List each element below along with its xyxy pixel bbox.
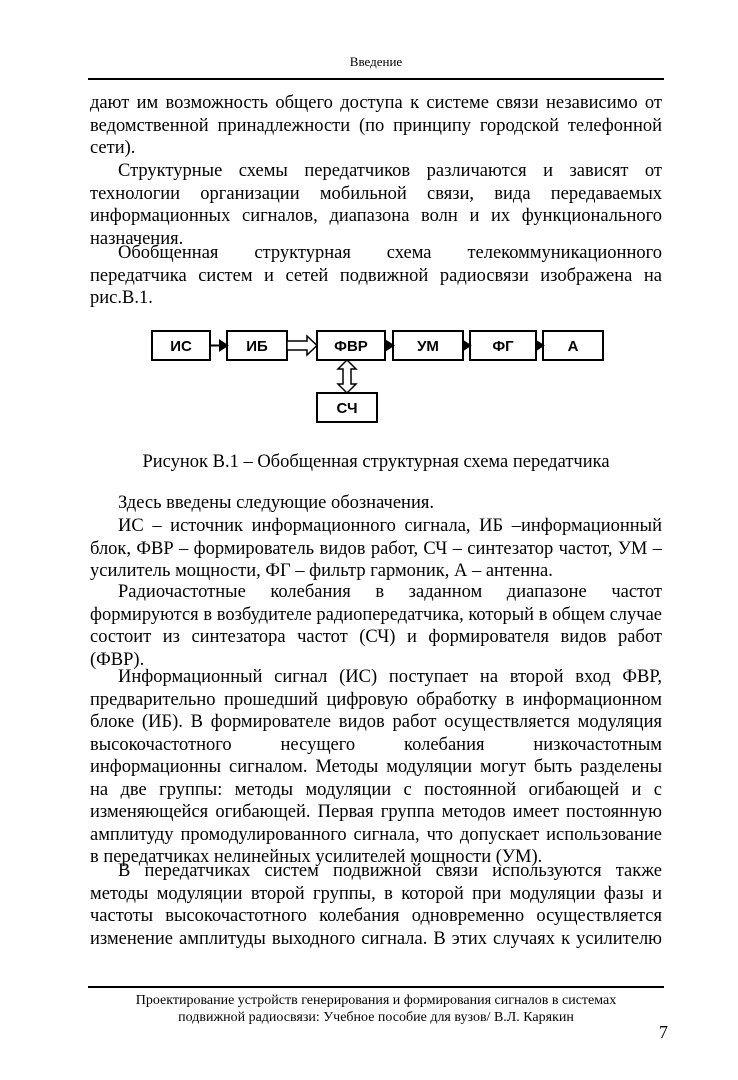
paragraph-4: Здесь введены следующие обозначения. (118, 493, 434, 513)
paragraph-6: Радиочастотные колебания в заданном диапазоне частот формируются в возбудителе радиопередатчика, который в общем случае состоит из синтезатора частот (СЧ) и формирователя видов работ (ФВР). (90, 582, 662, 670)
footer (90, 992, 662, 1026)
block-label-is: ИС (170, 338, 192, 355)
figure-caption: Рисунок В.1 – Обобщенная структурная схема передатчика (142, 452, 610, 472)
arrow-fg-a (536, 341, 543, 350)
paragraph-1: дают им возможность общего доступа к системе связи независимо от ведомственной принадлежности (по принципу городской телефонной сети). (90, 93, 662, 158)
paragraph-7: Информационный сигнал (ИС) поступает на второй вход ФВР, предварительно прошедший цифровую обработку в информационном блоке (ИБ). В формирователе видов работ осуществляется модуляция высокочастотного несущего колебания низкочастотным информационны сигналом. Методы модуляции могут быть разделены на две группы: методы модуляции с постоянной огибающей и с изменяющейся огибающей. Первая группа методов имеет постоянную амплитуду промодулированного сигнала, что допускает использование в передатчиках нелинейных усилителей мощности (УМ). (90, 667, 662, 867)
arrow-fvr-um (386, 341, 393, 350)
paragraph-8: В передатчиках систем подвижной связи используются также методы модуляции второй группы, в которой при модуляции фазы и частоты высокочастотного колебания одновременно осуществляется изменение амплитуды выходного сигнала. В этих случаях к усилителю (90, 861, 662, 949)
block-label-fg: ФГ (492, 338, 514, 355)
block-label-ib: ИБ (246, 338, 268, 355)
paragraph-3-line-1: Обобщенная структурная схема телекоммуникационного (118, 243, 662, 263)
paragraph-3-rest: передатчика систем и сетей подвижной радиосвязи изображена на рис.В.1. (90, 265, 662, 308)
footer-rule (88, 986, 664, 988)
block-label-a: А (567, 338, 579, 355)
double-arrow-ib-fvr (287, 336, 317, 355)
block-diagram (150, 327, 610, 431)
block-label-fvr: ФВР (334, 338, 368, 355)
block-label-um: УМ (417, 338, 439, 355)
double-arrow-fvr-sch (338, 360, 356, 393)
footer-line-1: Проектирование устройств генерирования и формирования сигналов в системах (135, 993, 617, 1008)
arrow-is-ib (220, 341, 227, 350)
arrow-um-fg (463, 341, 470, 350)
running-header: Введение (349, 54, 403, 69)
paragraph-2: Структурные схемы передатчиков различаются и зависят от технологии организации мобильной связи, вида передаваемых информационных сигналов, диапазона волн и их функционального назначения. (90, 161, 662, 249)
header-rule (88, 78, 664, 80)
block-label-sch: СЧ (336, 400, 358, 417)
footer-line-2: подвижной радиосвязи: Учебное пособие для вузов/ В.Л. Карякин (178, 1010, 574, 1025)
paragraph-5: ИС – источник информационного сигнала, ИБ –информационный блок, ФВР – формирователь видов работ, СЧ – синтезатор частот, УМ – усилитель мощности, ФГ – фильтр гармоник, А – антенна. (90, 516, 662, 581)
page-number: 7 (659, 1022, 668, 1042)
